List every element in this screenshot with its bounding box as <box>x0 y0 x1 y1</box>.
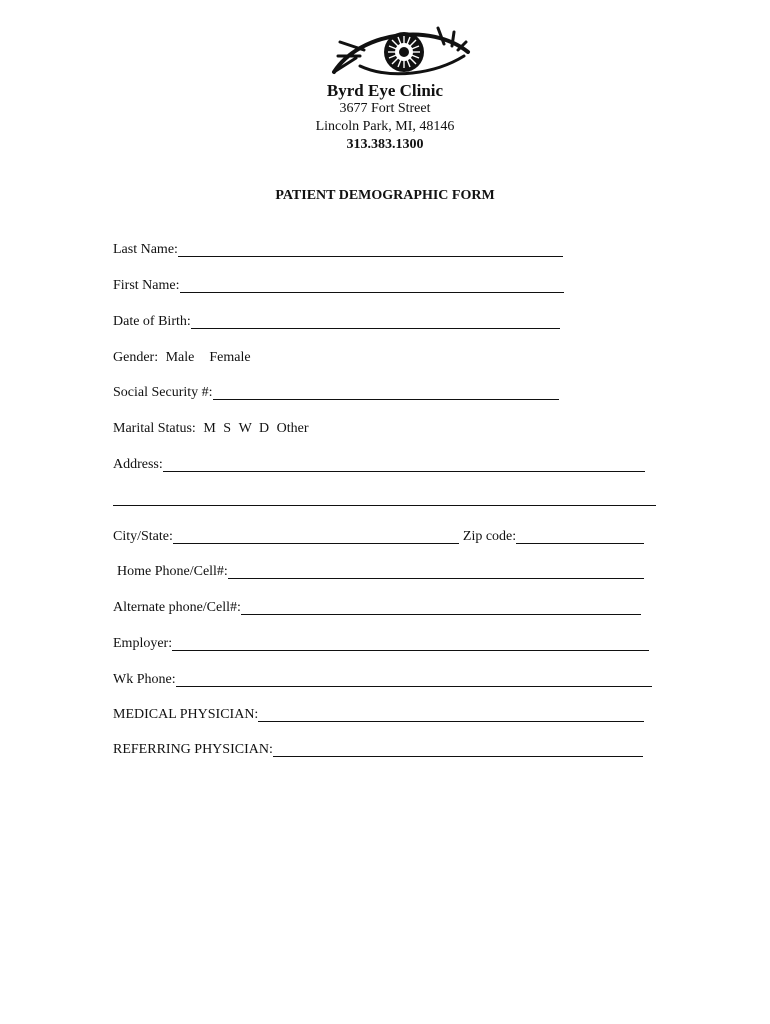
referring-physician-field[interactable] <box>273 741 643 757</box>
gender-option-male[interactable]: Male <box>165 350 195 365</box>
work-phone-row <box>113 671 652 689</box>
medical-physician-row <box>113 706 644 724</box>
employer-label: Employer: <box>113 636 173 651</box>
last-name-label: Last Name: <box>113 242 178 257</box>
ssn-row <box>113 384 559 402</box>
marital-option-w[interactable]: W <box>238 421 252 436</box>
address-line2-field[interactable] <box>113 505 656 506</box>
gender-option-female[interactable]: Female <box>209 350 251 365</box>
city-state-zip-row <box>113 528 644 546</box>
employer-row <box>113 635 649 653</box>
address-label: Address: <box>113 457 163 472</box>
medical-physician-field[interactable] <box>258 706 644 722</box>
clinic-phone: 313.383.1300 <box>346 137 424 152</box>
ssn-field[interactable] <box>213 384 559 400</box>
address-field[interactable] <box>163 456 645 472</box>
gender-label: Gender: <box>113 350 159 365</box>
address-row <box>113 456 645 474</box>
eye-icon <box>330 22 472 80</box>
first-name-label: First Name: <box>113 278 180 293</box>
marital-status-row <box>113 420 309 438</box>
last-name-field[interactable] <box>178 241 563 257</box>
home-phone-label: Home Phone/Cell#: <box>117 564 228 579</box>
first-name-row <box>113 277 564 295</box>
marital-option-d[interactable]: D <box>259 421 270 436</box>
clinic-address-line1: 3677 Fort Street <box>339 101 431 116</box>
marital-option-other[interactable]: Other <box>276 421 309 436</box>
marital-status-label: Marital Status: <box>113 421 196 436</box>
marital-option-m[interactable]: M <box>203 421 216 436</box>
employer-field[interactable] <box>172 635 649 651</box>
home-phone-row <box>117 563 644 581</box>
referring-physician-label: REFERRING PHYSICIAN: <box>113 742 273 757</box>
zip-field[interactable] <box>516 528 644 544</box>
first-name-field[interactable] <box>180 277 564 293</box>
dob-field[interactable] <box>191 313 560 329</box>
referring-physician-row <box>113 741 643 759</box>
last-name-row <box>113 241 563 259</box>
gender-row <box>113 349 251 367</box>
clinic-address-line2: Lincoln Park, MI, 48146 <box>315 119 455 134</box>
form-title: PATIENT DEMOGRAPHIC FORM <box>275 188 495 203</box>
ssn-label: Social Security #: <box>113 385 213 400</box>
dob-row <box>113 313 560 331</box>
marital-option-s[interactable]: S <box>223 421 232 436</box>
alternate-phone-field[interactable] <box>241 599 641 615</box>
alternate-phone-label: Alternate phone/Cell#: <box>113 600 241 615</box>
zip-label: Zip code: <box>462 529 517 544</box>
dob-label: Date of Birth: <box>113 314 191 329</box>
city-state-field[interactable] <box>173 528 459 544</box>
clinic-name: Byrd Eye Clinic <box>326 81 444 100</box>
city-state-label: City/State: <box>113 529 173 544</box>
alternate-phone-row <box>113 599 641 617</box>
work-phone-label: Wk Phone: <box>113 672 176 687</box>
work-phone-field[interactable] <box>176 671 652 687</box>
medical-physician-label: MEDICAL PHYSICIAN: <box>113 707 259 722</box>
home-phone-field[interactable] <box>228 563 644 579</box>
